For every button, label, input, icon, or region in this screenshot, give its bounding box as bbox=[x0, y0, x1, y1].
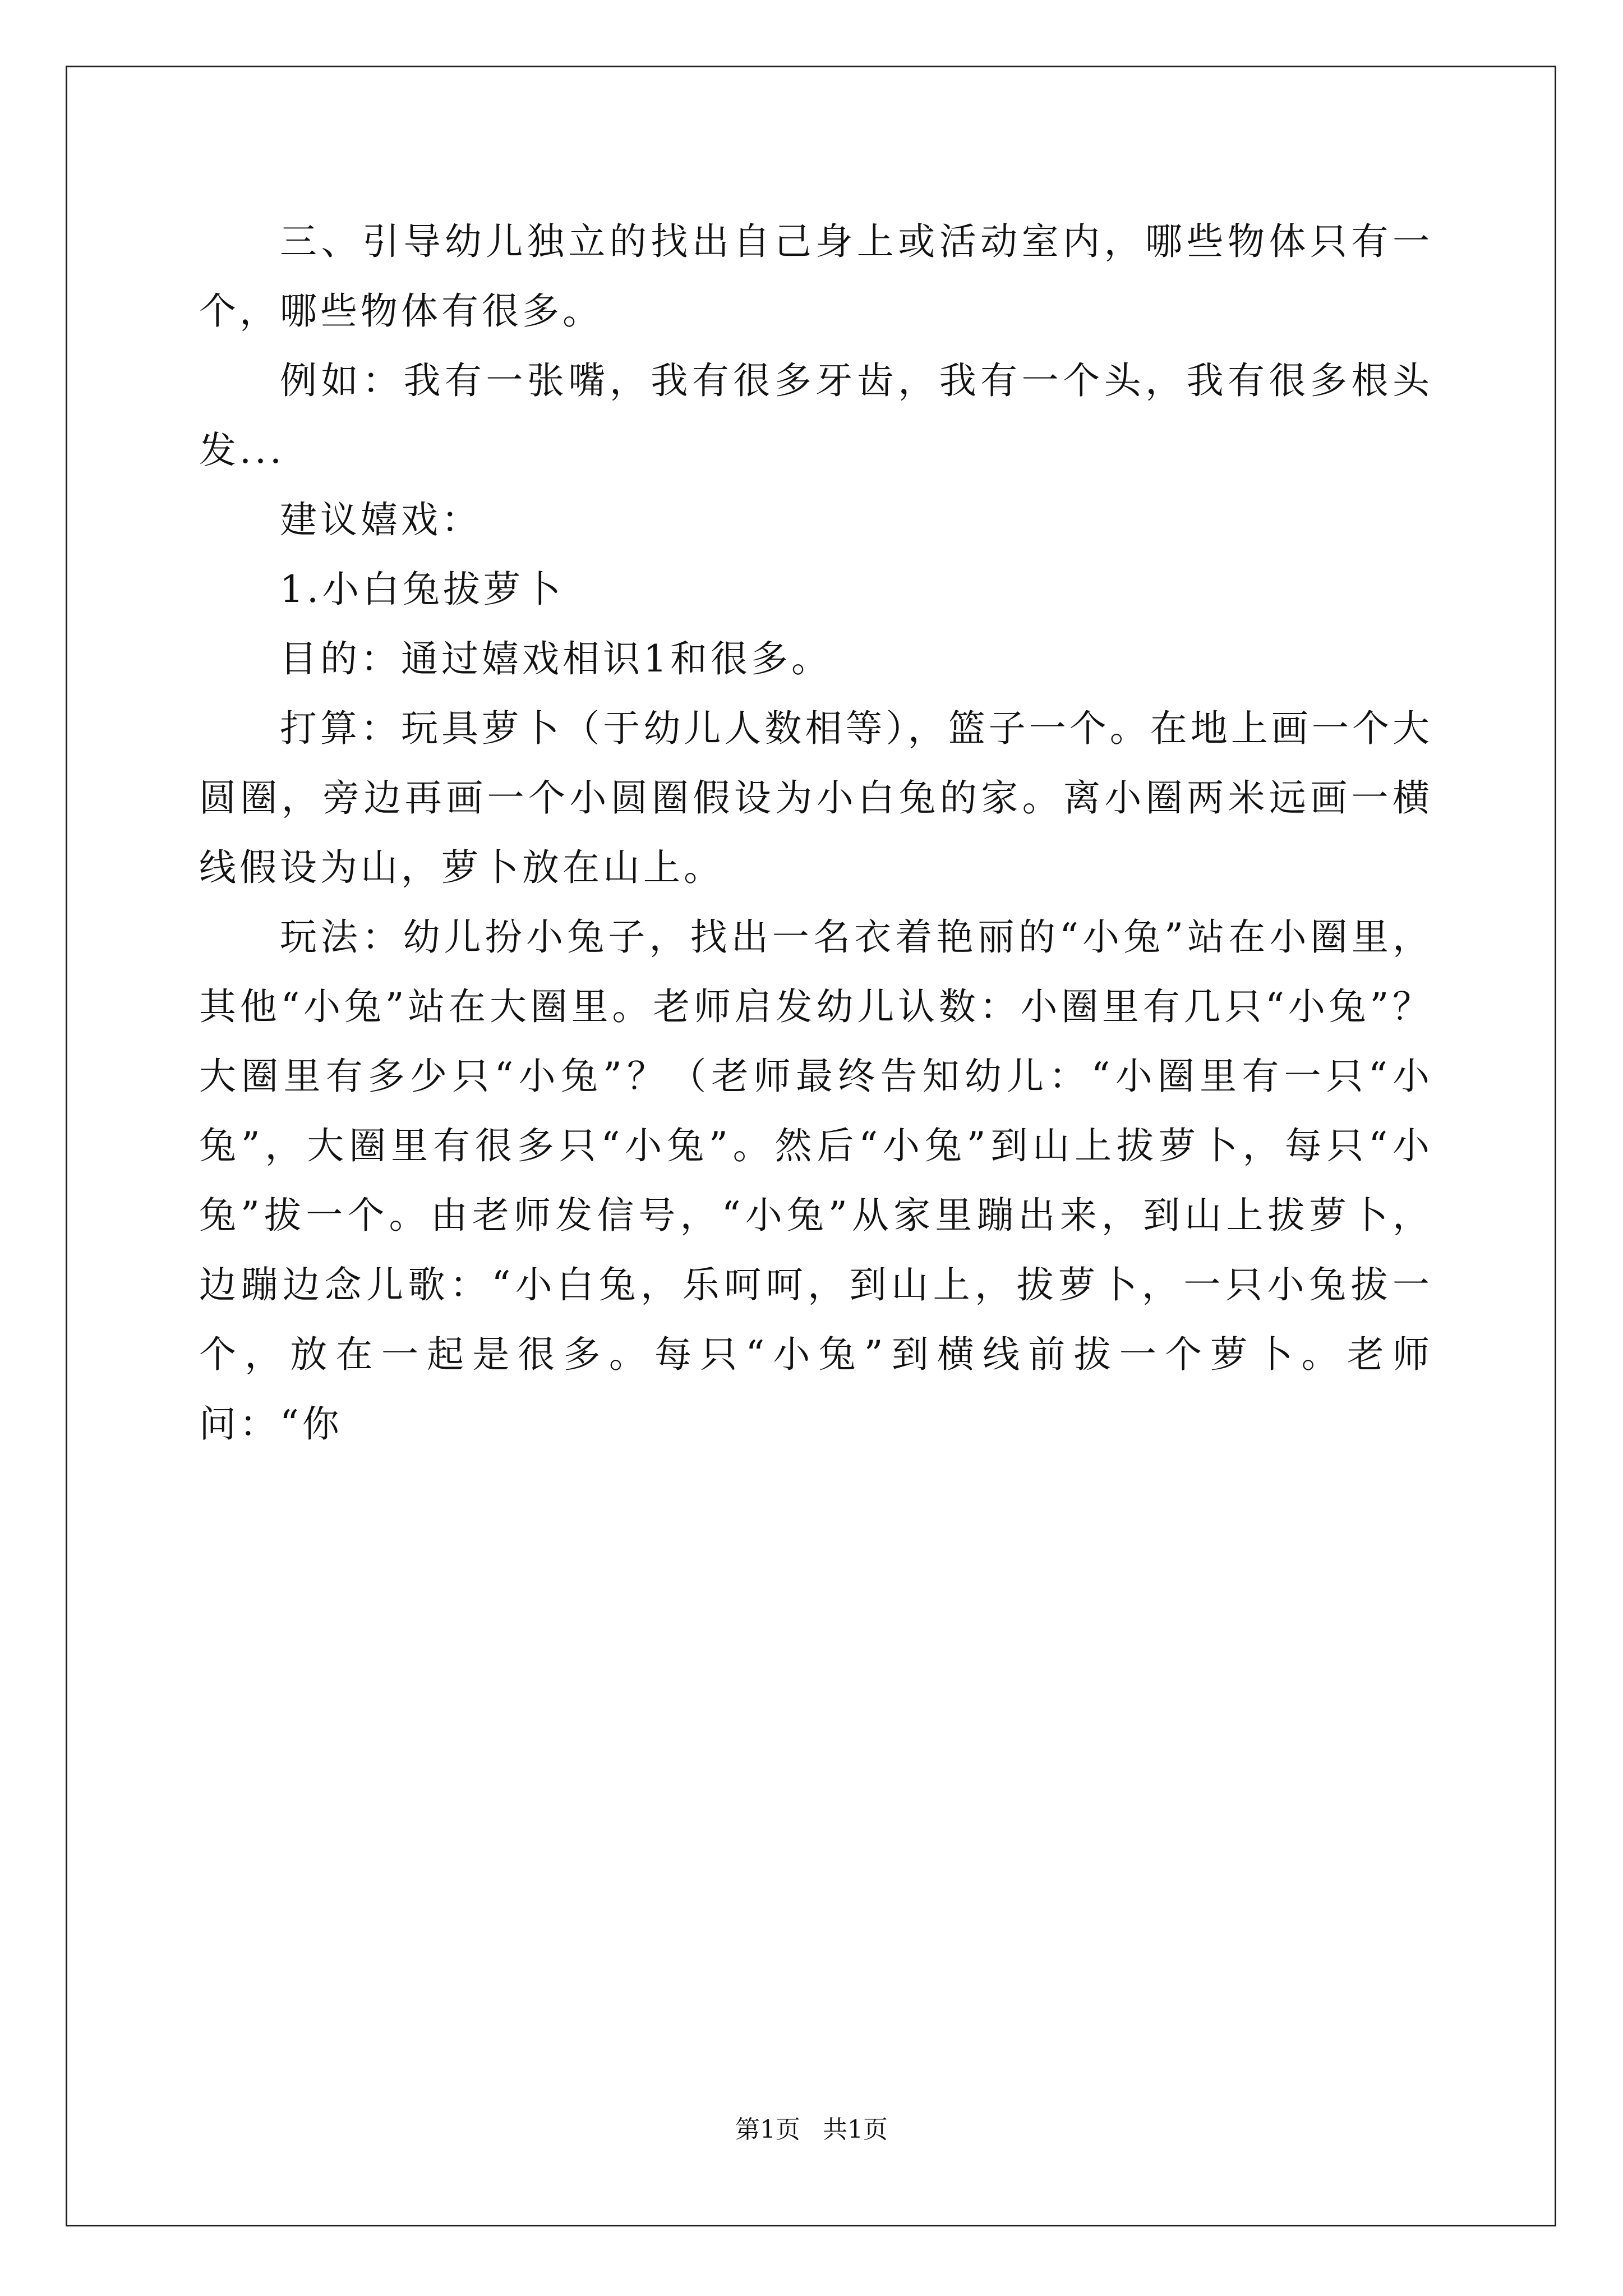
paragraph-game-preparation: 打算：玩具萝卜（于幼儿人数相等），篮子一个。在地上画一个大圆圈，旁边再画一个小圆圈假设为小白兔的家。离小圈两米远画一横线假设为山，萝卜放在山上。 bbox=[199, 707, 1433, 889]
paragraph-game-purpose: 目的：通过嬉戏相识1和很多。 bbox=[280, 637, 832, 680]
paragraph-example: 例如：我有一张嘴，我有很多牙齿，我有一个头，我有很多根头发... bbox=[199, 359, 1433, 472]
document-body bbox=[199, 207, 1433, 1459]
page-number: 第1页 bbox=[735, 2115, 800, 2144]
page-footer bbox=[0, 2116, 1623, 2144]
total-pages: 共1页 bbox=[823, 2115, 888, 2144]
paragraph-game-rules: 玩法：幼儿扮小兔子，找出一名衣着艳丽的“小兔”站在小圈里，其他“小兔”站在大圈里。老师启发幼儿认数：小圈里有几只“小兔”？大圈里有多少只“小兔”？（老师最终告知幼儿：“小圈里有一只“小兔”，大圈里有很多只“小兔”。然后“小兔”到山上拔萝卜，每只“小兔”拔一个。由老师发信号，“小兔”从家里蹦出来，到山上拔萝卜，边蹦边念儿歌：“小白兔，乐呵呵，到山上，拔萝卜，一只小兔拔一个，放在一起是很多。每只“小兔”到横线前拔一个萝卜。老师问：“你 bbox=[199, 915, 1433, 1446]
paragraph-step-three: 三、引导幼儿独立的找出自己身上或活动室内，哪些物体只有一个，哪些物体有很多。 bbox=[199, 220, 1433, 333]
paragraph-suggested-game-heading: 建议嬉戏： bbox=[280, 498, 482, 541]
paragraph-game-title: 1.小白兔拔萝卜 bbox=[280, 568, 564, 611]
